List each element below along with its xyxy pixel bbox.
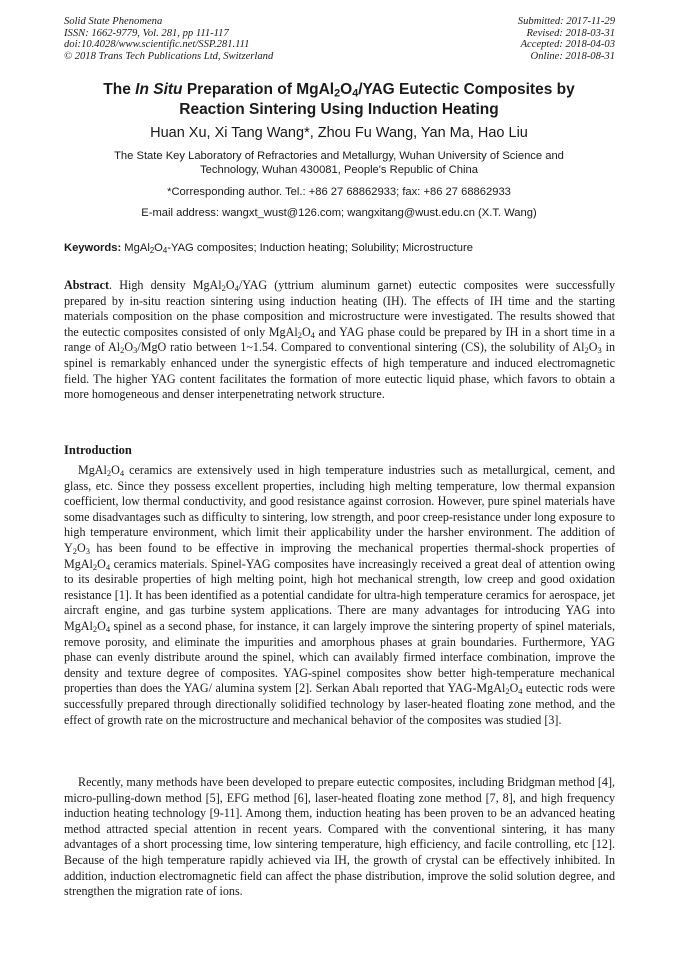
- affiliation: The State Key Laboratory of Refractories and Metallurgy, Wuhan University of Science and Technology, Wuhan 430081, People's Republic of China: [114, 150, 564, 176]
- copyright-line: © 2018 Trans Tech Publications Ltd, Switzerland: [64, 50, 274, 62]
- corresponding-author: *Corresponding author. Tel.: +86 27 68862933; fax: +86 27 68862933: [167, 186, 511, 198]
- journal-info: [64, 16, 273, 62]
- accepted-date: Accepted: 2018-04-03: [520, 39, 615, 51]
- introduction-heading: Introduction: [64, 443, 132, 457]
- author-list: Huan Xu, Xi Tang Wang*, Zhou Fu Wang, Yan Ma, Hao Liu: [150, 125, 528, 141]
- keywords-label: Keywords:: [64, 242, 122, 254]
- keywords: Keywords: $MgAl_2O_4$-YAG composites; Induction heating; Solubility; Microstructure: [64, 242, 473, 255]
- paper-title: [40, 80, 638, 120]
- email-address[interactable]: E-mail address: wangxt_wust@126.com; wangxitang@wust.edu.cn (X.T. Wang): [141, 207, 537, 219]
- publication-dates: [518, 16, 615, 62]
- issn-line: ISSN: 1662-9779, Vol. 281, pp 111-117: [64, 27, 229, 39]
- introduction-paragraph-2: Recently, many methods have been developed to prepare eutectic composites, including Bridgman method [4], micro-pulling-down method [5], EFG method [6], laser-heated floating zone method [7, 8], and high frequency induction heating technology [9-11]. Among them, induction heating has been proven to be an advanced heating method attracted special attention in recent years. Compared with the conventional sintering, it has many advantages of a short processing time, low sintering temperature, high efficiency, and facile controlling, etc [12]. Because of the high temperature rapidly achieved via IH, the growth of crystal can be effectively inhibited. In addition, induction electromagnetic field can affect the phase distribution, improve the solid solution degree, and strengthen the migration rate of ions.: [64, 775, 615, 899]
- online-date: Online: 2018-08-31: [530, 50, 615, 62]
- revised-date: Revised: 2018-03-31: [526, 27, 615, 39]
- abstract-label: Abstract: [64, 278, 110, 292]
- title-line-2: Reaction Sintering Using Induction Heating: [179, 101, 499, 118]
- submitted-date: Submitted: 2017-11-29: [517, 16, 615, 27]
- title-line-1: The In Situ Preparation of $MgAl_2O_4$/YAG Eutectic Composites by: [103, 81, 575, 100]
- introduction-paragraph-1: $MgAl_2O_4$ ceramics are extensively used in high temperature industries such as metallurgical, cement, and glass, etc. Since they possess excellent properties, including high melting temperature, low thermal expansion coefficient, low thermal conductivity, and good resistance against corrosion. However, pure spinel materials have some disadvantages such as difficulty to sintering, low strength, and poor creep-resistance under long exposure to high temperature environment, which limit their applicability under the harsher environment. The addition of $Y_2O_3$ has been found to be effective in improving the mechanical properties thermal-shock properties of $MgAl_2O_4$ ceramics materials. Spinel-YAG composites have increasingly received a great deal of attention owing to its desirable properties of high melting point, high hot mechanical strength, low creep and good oxidation resistance [1]. It has been identified as a potential candidate for ultra-high temperature ceramics for aerospace, jet aircraft engine, and gas turbine system applications. There are many advantages for introducing YAG into $MgAl_2O_4$ spinel as a second phase, for instance, it can largely improve the sintering property of spinel materials, remove porosity, and eliminate the impurities and amorphous phases at grain boundaries. Furthermore, YAG phase can evenly distribute around the spinel, which can availably firmed interface combination, improve the density and texture degree of composites. YAG-spinel composites show better high-temperature mechanical properties than does the YAG/ alumina system [2]. Serkan Abalı reported that YAG-$MgAl_2O_4$ eutectic rods were successfully prepared through directionally solidified technology by laser-heated floating zone method, and the effect of growth rate on the microstructure and mechanical behavior of the composites was studied [3].: [64, 463, 616, 727]
- abstract: Abstract. High density $MgAl_2O_4$/YAG (yttrium aluminum garnet) eutectic composites were successfully prepared by in-situ reaction sintering using induction heating (IH). The effects of IH time and the starting materials composition on the phase composition and microstructure were investigated. The results showed that the eutectic composites consisted of only $MgAl_2O_4$ and YAG phase could be prepared by IH in a short time in a range of $Al_2O_3$/MgO ratio between 1~1.54. Compared to conventional sintering (CS), the solubility of $Al_2O_3$ in spinel is remarkably enhanced under the synergistic effects of high temperature and induced electromagnetic field. The higher YAG content facilitates the formation of more eutectic liquid phase, which favors to obtain a more homogeneous and denser interpenetrating network structure.: [64, 278, 615, 402]
- doi-line[interactable]: doi:10.4028/www.scientific.net/SSP.281.111: [64, 39, 250, 51]
- journal-name: Solid State Phenomena: [64, 16, 163, 27]
